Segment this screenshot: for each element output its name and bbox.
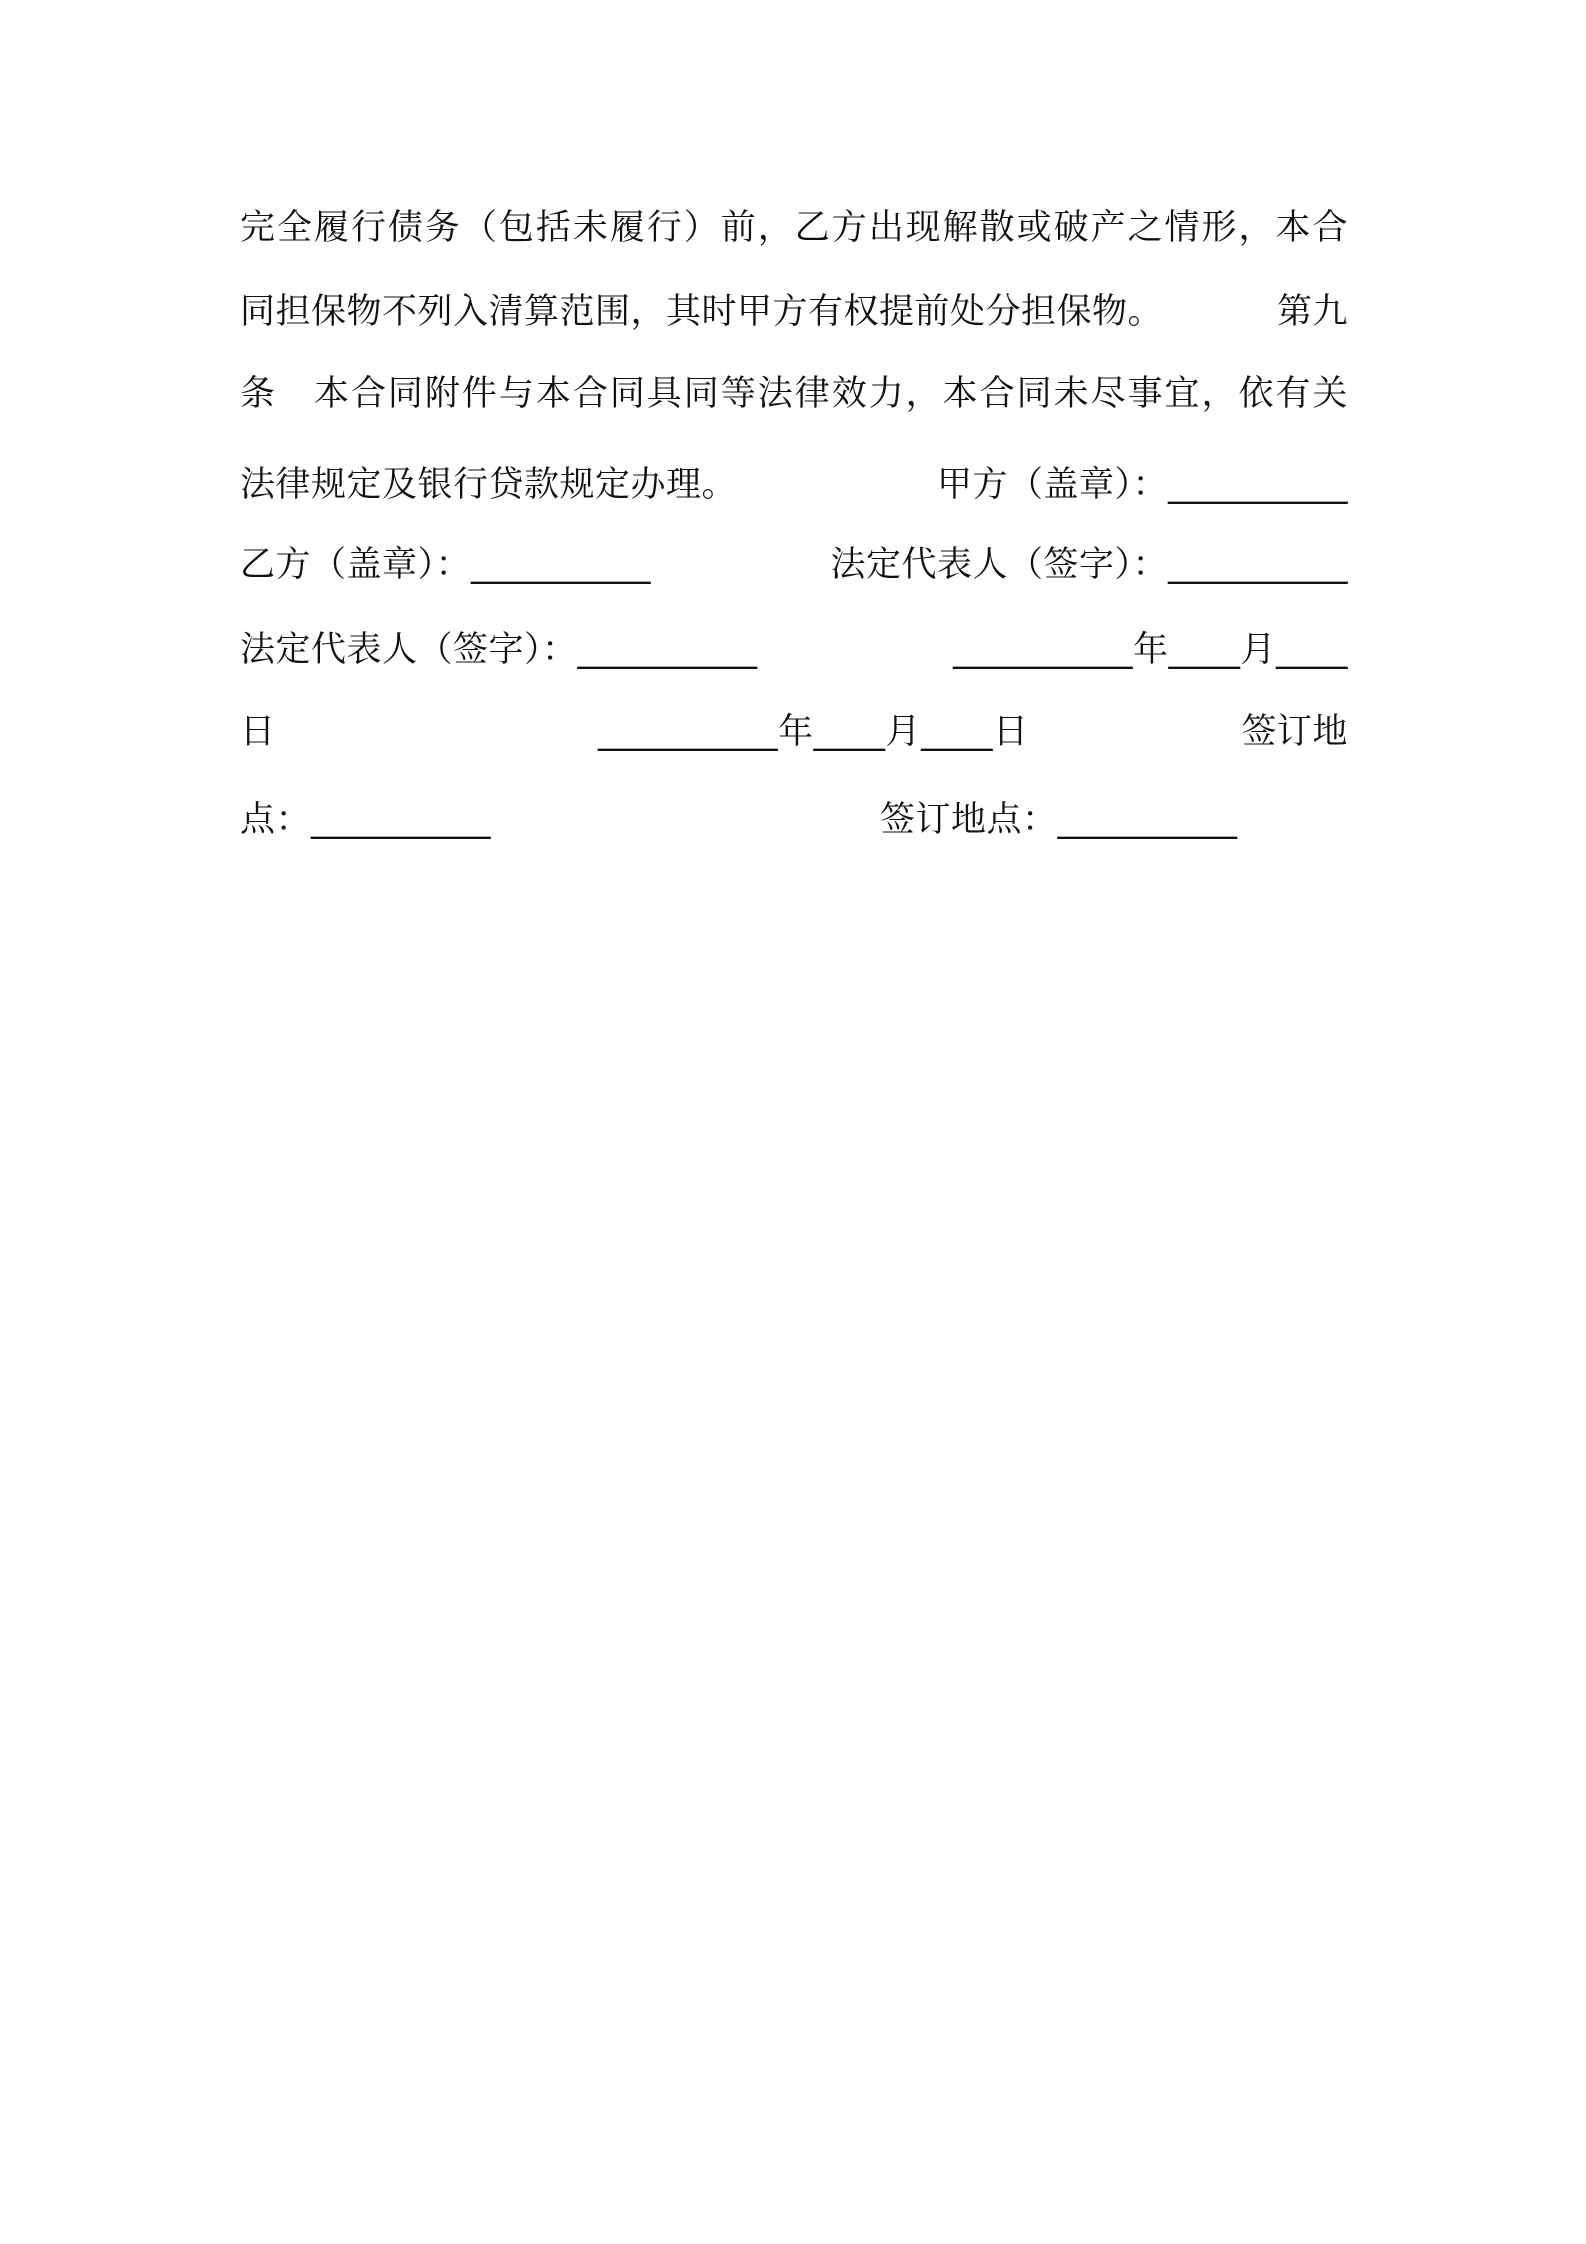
body-text: 同担保物不列入清算范围，其时甲方有权提前处分担保物。	[240, 292, 1164, 332]
signature-line-7	[240, 702, 1348, 762]
body-line-4	[240, 455, 1348, 515]
party-b-seal-field: 乙方（盖章）：__________	[240, 545, 652, 585]
signing-place-label: 签订地	[1241, 712, 1348, 752]
representative-signature-field: 法定代表人（签字）：__________	[240, 630, 758, 670]
body-line-1	[240, 198, 1348, 258]
representative-signature-field: 法定代表人（签字）：__________	[830, 545, 1348, 585]
body-text: 法律规定及银行贷款规定办理。	[240, 465, 738, 505]
article-heading: 第九	[1276, 292, 1348, 332]
signing-place-field: 签订地点：__________	[880, 800, 1238, 840]
body-text: 条 本合同附件与本合同具同等法律效力，本合同未尽事宜，依有关	[240, 374, 1348, 414]
signing-place-field: 点：__________	[240, 800, 492, 840]
date-field: __________年____月____日	[598, 712, 1029, 752]
party-a-seal-field: 甲方（盖章）：__________	[936, 465, 1348, 505]
body-line-2	[240, 282, 1348, 342]
signature-line-5	[240, 535, 1348, 595]
date-field: __________年____月____	[952, 630, 1348, 670]
signature-line-8	[240, 790, 1348, 850]
body-line-3	[240, 364, 1348, 424]
body-text: 完全履行债务（包括未履行）前，乙方出现解散或破产之情形，本合	[240, 208, 1348, 248]
date-field-end: 日	[240, 712, 276, 752]
signature-line-6	[240, 620, 1348, 680]
